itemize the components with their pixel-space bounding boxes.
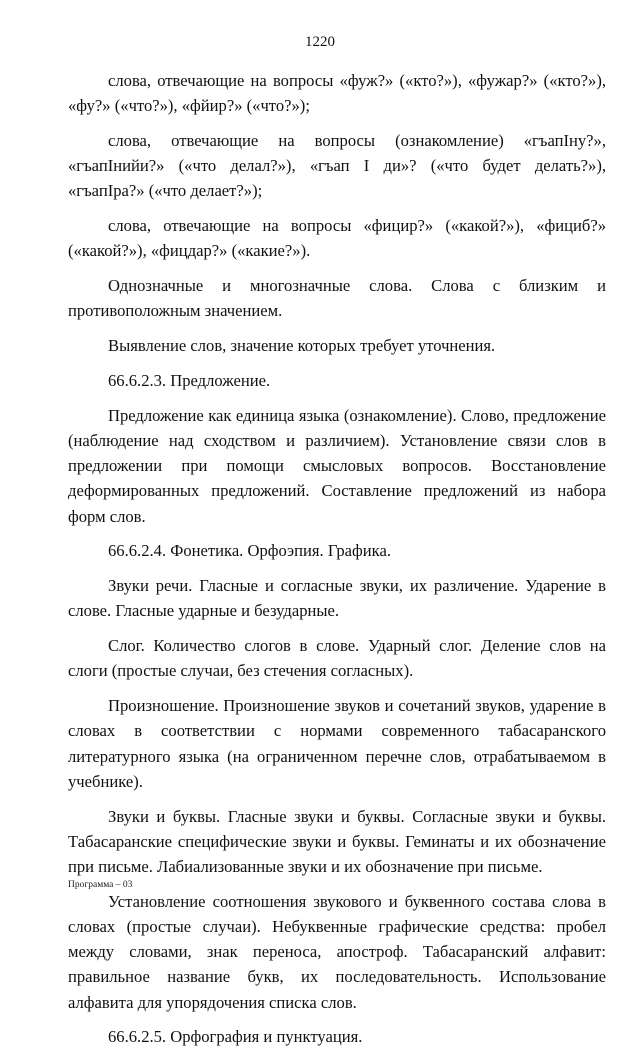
footer-program-label: Программа – 03 xyxy=(68,880,133,890)
section-heading-sentence: 66.6.2.3. Предложение. xyxy=(108,371,271,390)
paragraph-clarification: Выявление слов, значение которых требует уточнения. xyxy=(108,336,496,356)
section-heading-orthography: 66.6.2.5. Орфография и пунктуация. xyxy=(108,1027,363,1047)
paragraph-sentence: Предложение как единица языка (ознакомление). Слово, предложение (наблюдение над сходством и различием). Установление связи слов в предложении при помощи смысловых вопросов. Восстановление деформированных предложений. Составление предложений из набора форм слов. xyxy=(68,405,606,526)
paragraph-questions-which: слова, отвечающие на вопросы «фицир?» («какой?»), «фициб?» («какой?»), «фицдар?» («какие?»). xyxy=(68,216,606,261)
paragraph-correspondence: Установление соотношения звукового и буквенного состава слова в словах (простые случаи). Небуквенные графические средства: пробел между словами, знак переноса, апостроф. Табасаранский алфавит: правильное название букв, их последовательность. Использование алфавита для упорядочения списка слов. xyxy=(68,891,606,1012)
paragraph-speech-sounds: Звуки речи. Гласные и согласные звуки, их различение. Ударение в слове. Гласные ударные и безударные. xyxy=(68,576,606,621)
page-number: 1220 xyxy=(305,34,335,50)
paragraph-sounds-letters: Звуки и буквы. Гласные звуки и буквы. Согласные звуки и буквы. Табасаранские специфические звуки и буквы. Геминаты и их обозначение при письме. Лабиализованные звуки и их обозначение при письме. xyxy=(68,806,606,877)
page-body xyxy=(68,68,606,1059)
paragraph-syllable: Слог. Количество слогов в слове. Ударный слог. Деление слов на слоги (простые случаи, без стечения согласных). xyxy=(68,636,606,681)
paragraph-meaning-words: Однозначные и многозначные слова. Слова с близким и противоположным значением. xyxy=(68,276,606,321)
section-heading-phonetics: 66.6.2.4. Фонетика. Орфоэпия. Графика. xyxy=(108,541,391,561)
paragraph-pronunciation: Произношение. Произношение звуков и сочетаний звуков, ударение в словах в соответствии с нормами современного табасаранского литературного языка (на ограниченном перечне слов, отрабатываемом в учебнике). xyxy=(68,696,606,791)
paragraph-questions-who-what: слова, отвечающие на вопросы «фуж?» («кто?»), «фужар?» («кто?»), «фу?» («что?»), «фйир?» («что?»); xyxy=(68,71,606,116)
paragraph-questions-did: слова, отвечающие на вопросы (ознакомление) «гъапIну?», «гъапIнийи?» («что делал?»), «гъап I ди»? («что будет делать?»), «гъапIра?» («что делает?»); xyxy=(68,131,606,201)
